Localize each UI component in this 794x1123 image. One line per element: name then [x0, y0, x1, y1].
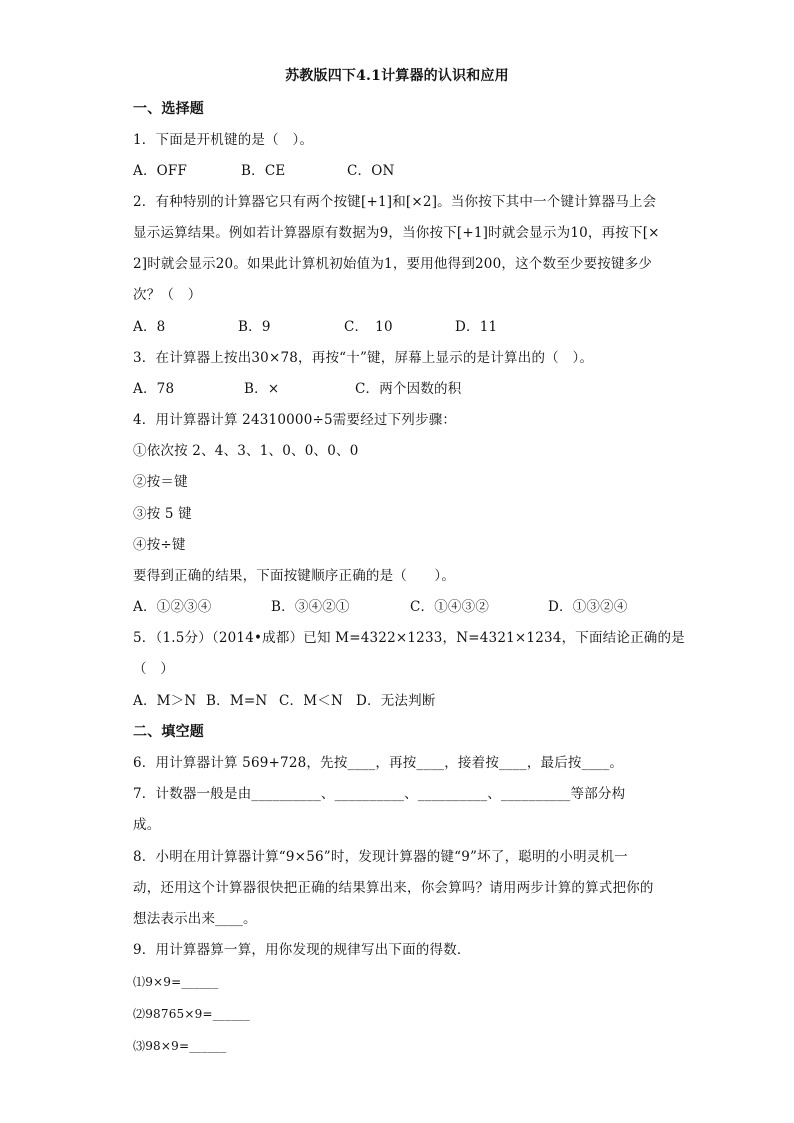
question-2-line-2: 显示运算结果。例如若计算器原有数据为9，当你按下[+1]时就会显示为10，再按下[× [133, 225, 660, 241]
question-2-line-3: 2]时就会显示20。如果此计算机初始值为1，要用他得到200，这个数至少要按键多少 [133, 256, 653, 272]
section-heading-choice: 一、选择题 [133, 101, 204, 117]
question-4-options [133, 598, 628, 616]
question-4-step-3: ③按 5 键 [133, 506, 192, 522]
option-c: C． 10 [344, 319, 393, 335]
option-a: A．78 [133, 381, 175, 397]
option-c: C．M＜N [279, 693, 343, 709]
question-2-line-1: 2．有种特别的计算器它只有两个按键[+1]和[×2]。当你按下其中一个键计算器马上会 [133, 194, 657, 210]
question-3-stem: 3．在计算器上按出30×78，再按“十”键，屏幕上显示的是计算出的（ ）。 [133, 350, 594, 366]
question-2-line-4: 次？（ ） [133, 287, 202, 303]
question-1-stem: 1．下面是开机键的是（ ）。 [133, 132, 314, 148]
option-b: B．CE [241, 163, 286, 179]
question-4-step-1: ①依次按 2、4、3、1、0、0、0、0 [133, 443, 359, 459]
question-9-item-2: ⑵98765×9=______ [133, 1007, 250, 1021]
question-4-stem: 4．用计算器计算 24310000÷5需要经过下列步骤： [133, 412, 457, 428]
option-c: C．两个因数的积 [355, 381, 462, 397]
option-d: D．11 [455, 319, 498, 335]
question-9-item-3: ⑶98×9=______ [133, 1039, 227, 1053]
option-a: A．M＞N [133, 693, 197, 709]
option-a: A．OFF [133, 163, 188, 179]
question-6: 6．用计算器计算 569+728，先按____，再按____，接着按____，最后按____。 [133, 755, 624, 771]
question-7-line-2: 成。 [133, 817, 161, 833]
question-4-step-4: ④按÷键 [133, 537, 186, 553]
option-a: A．①②③④ [133, 599, 212, 615]
option-d: D．无法判断 [356, 693, 436, 709]
section-heading-fill: 二、填空题 [133, 724, 204, 740]
option-b: B．9 [238, 319, 271, 335]
option-b: B．③④②① [271, 599, 350, 615]
question-8-line-1: 8．小明在用计算器计算“9×56”时，发现计算器的键“9”坏了，聪明的小明灵机一 [133, 849, 628, 865]
question-9-item-1: ⑴9×9=______ [133, 975, 219, 989]
option-c: C．ON [347, 163, 395, 179]
question-5-line-2: （ ） [133, 661, 175, 677]
question-1-options [133, 162, 395, 180]
option-a: A．8 [133, 319, 166, 335]
option-b: B．× [244, 381, 280, 397]
question-4-ask: 要得到正确的结果，下面按键顺序正确的是（ ）。 [133, 568, 456, 584]
question-9-stem: 9．用计算器算一算，用你发现的规律写出下面的得数． [133, 942, 471, 958]
option-b: B．M=N [206, 693, 268, 709]
question-7-line-1: 7．计数器一般是由__________、__________、__________、__________等部分构 [133, 786, 626, 802]
question-8-line-3: 想法表示出来____。 [133, 911, 257, 927]
document-title: 苏教版四下4.1计算器的认识和应用 [285, 68, 509, 84]
question-5-line-1: 5．（1.5分）（2014•成都）已知 M=4322×1233，N=4321×1234，下面结论正确的是 [133, 630, 685, 646]
question-8-line-2: 动，还用这个计算器很快把正确的结果算出来，你会算吗？请用两步计算的算式把你的 [133, 880, 654, 896]
question-5-options [133, 692, 436, 710]
option-d: D．①③②④ [548, 599, 628, 615]
question-3-options [133, 380, 461, 398]
question-2-options [133, 318, 497, 336]
option-c: C．①④③② [410, 599, 490, 615]
question-4-step-2: ②按＝键 [133, 474, 188, 490]
